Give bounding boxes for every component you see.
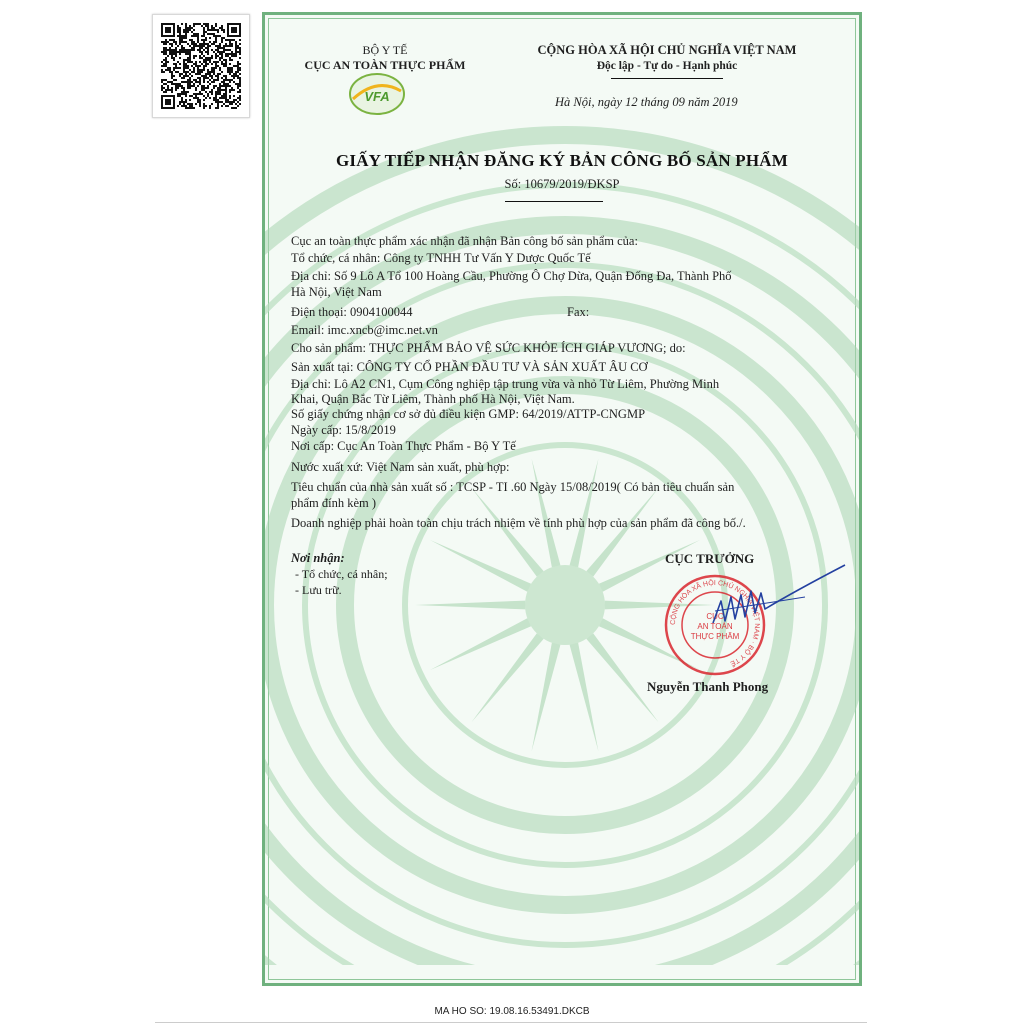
ministry-name: BỘ Y TẾ xyxy=(362,43,408,57)
qr-code-image xyxy=(161,23,241,109)
vfa-logo-text: VFA xyxy=(364,89,390,104)
national-motto: Độc lập - Tự do - Hạnh phúc xyxy=(596,60,738,72)
email-line: Email: imc.xncb@imc.net.vn xyxy=(291,323,438,337)
handwritten-signature xyxy=(695,561,855,651)
fax-label: Fax: xyxy=(567,305,590,319)
country-name: CỘNG HÒA XÃ HỘI CHỦ NGHĨA VIỆT NAM xyxy=(537,43,797,57)
body-line: Tổ chức, cá nhân: Công ty TNHH Tư Vấn Y Dược Quốc Tế xyxy=(291,251,591,265)
phone-line: Điện thoại: 0904100044 xyxy=(291,305,413,319)
place-date: Hà Nội, ngày 12 tháng 09 năm 2019 xyxy=(555,95,738,109)
body-line: phẩm đính kèm ) xyxy=(291,496,377,510)
body-line: Hà Nội, Việt Nam xyxy=(291,285,382,299)
record-code: MA HO SO: 19.08.16.53491.DKCB xyxy=(434,1006,590,1017)
recipient-item: - Lưu trữ. xyxy=(295,583,342,597)
document-number: Số: 10679/2019/ĐKSP xyxy=(504,177,620,191)
body-line: Cục an toàn thực phẩm xác nhận đã nhận Bản công bố sản phẩm của: xyxy=(291,234,638,248)
svg-text:AN TOÀN: AN TOÀN xyxy=(697,622,733,631)
svg-text:CỤC: CỤC xyxy=(706,612,724,621)
document-sheet xyxy=(262,12,862,986)
recipients-heading: Nơi nhận: xyxy=(291,551,345,565)
agency-name: CỤC AN TOÀN THỰC PHẨM xyxy=(304,58,466,72)
manufacturer-line: Sản xuất tại: CÔNG TY CỔ PHẦN ĐẦU TƯ VÀ SẢN XUẤT ÂU CƠ xyxy=(291,360,648,374)
signatory-title: CỤC TRƯỞNG xyxy=(665,551,755,566)
body-line: Địa chỉ: Số 9 Lô A Tổ 100 Hoàng Cầu, Phường Ô Chợ Dừa, Quận Đống Đa, Thành Phố xyxy=(291,269,732,283)
responsibility-line: Doanh nghiệp phải hoàn toàn chịu trách nhiệm về tính phù hợp của sản phẩm đã công bố./. xyxy=(291,516,746,530)
recipient-item: - Tổ chức, cá nhân; xyxy=(295,567,388,581)
footer-divider xyxy=(155,1022,867,1023)
signatory-name: Nguyễn Thanh Phong xyxy=(647,679,769,694)
issue-date-line: Ngày cấp: 15/8/2019 xyxy=(291,423,396,437)
qr-code xyxy=(152,14,250,118)
origin-line: Nước xuất xứ: Việt Nam sản xuất, phù hợp: xyxy=(291,460,510,474)
vfa-logo xyxy=(347,71,407,117)
body-line: Địa chỉ: Lô A2 CN1, Cụm Công nghiệp tập trung vừa và nhỏ Từ Liêm, Phường Minh xyxy=(291,377,720,391)
title-underline xyxy=(505,201,603,202)
document-title: GIẤY TIẾP NHẬN ĐĂNG KÝ BẢN CÔNG BỐ SẢN PHẨM xyxy=(335,151,789,170)
svg-text:THỰC PHẨM: THỰC PHẨM xyxy=(690,632,740,641)
standard-line: Tiêu chuẩn của nhà sản xuất số : TCSP - TI .60 Ngày 15/08/2019( Có bản tiêu chuẩn sản xyxy=(291,480,735,494)
issuer-line: Nơi cấp: Cục An Toàn Thực Phẩm - Bộ Y Tế xyxy=(291,439,516,453)
body-line: Khai, Quận Bắc Từ Liêm, Thành phố Hà Nội, Việt Nam. xyxy=(291,392,575,406)
product-line: Cho sản phẩm: THỰC PHẨM BẢO VỆ SỨC KHỎE ÍCH GIÁP VƯƠNG; do: xyxy=(291,341,686,355)
motto-underline xyxy=(611,78,723,79)
svg-text:CỘNG HÒA XÃ HỘI CHỦ NGHĨA VIỆT: CỘNG HÒA XÃ HỘI CHỦ NGHĨA VIỆT NAM · BỘ Y TẾ xyxy=(669,579,761,667)
gmp-line: Số giấy chứng nhận cơ sở đủ điều kiện GMP: 64/2019/ATTP-CNGMP xyxy=(291,407,646,421)
